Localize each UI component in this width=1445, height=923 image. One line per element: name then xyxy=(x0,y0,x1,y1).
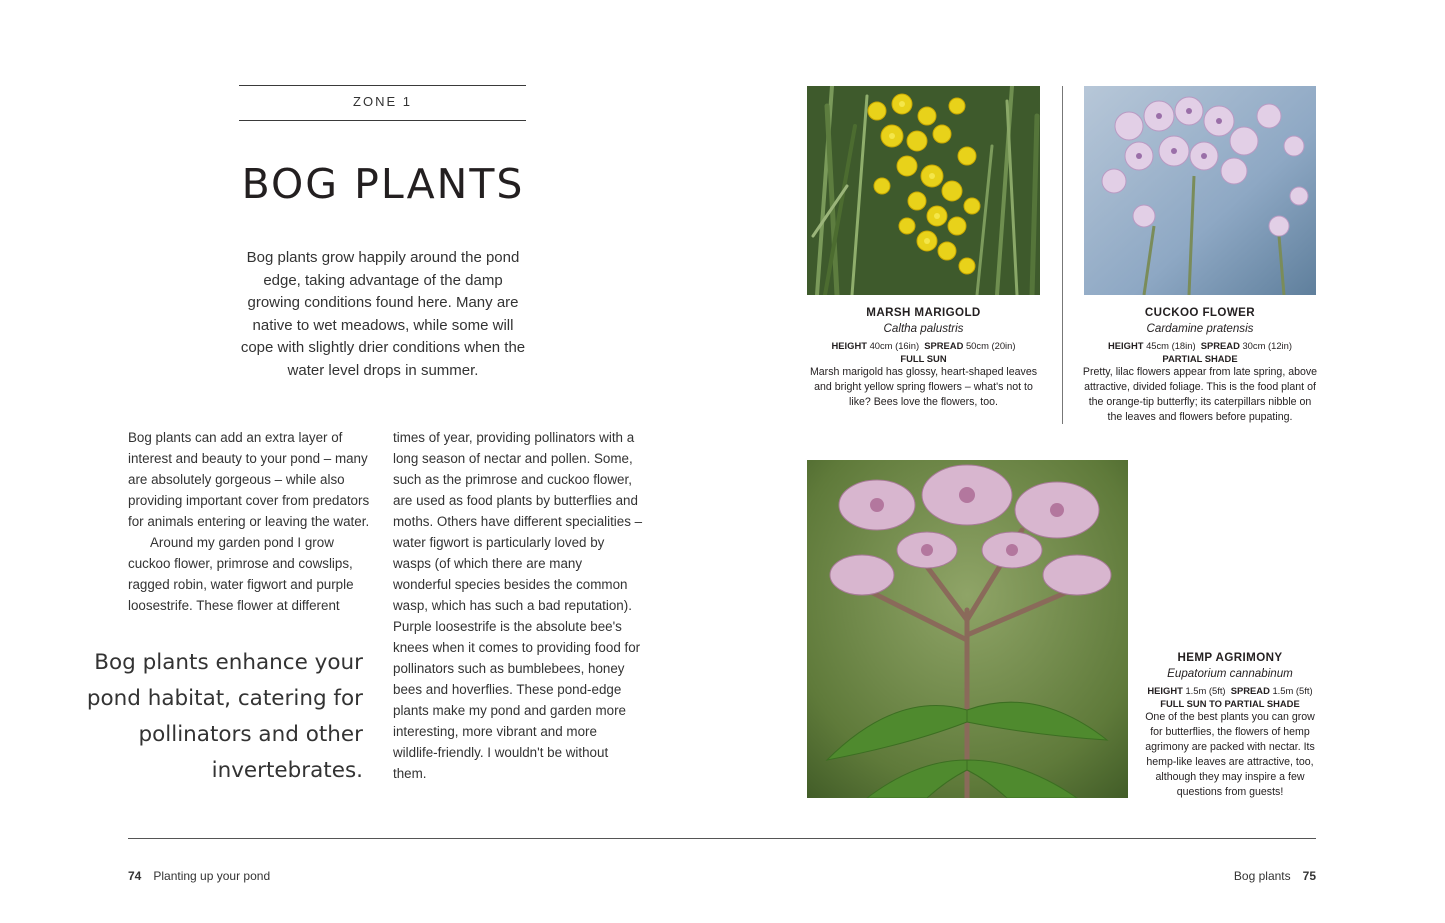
plant-name: HEMP AGRIMONY xyxy=(1177,651,1283,664)
plant-latin-name: Caltha palustris xyxy=(883,322,964,335)
plant-dimensions xyxy=(805,339,1042,352)
height-label: HEIGHT xyxy=(831,340,867,351)
plant-card-marsh-marigold xyxy=(805,305,1042,410)
plant-description: Pretty, lilac flowers appear from late spring, above attractive, divided foliage. This is the food plant of the orange-tip butterfly; its caterpillars nibble on the leaves and flowers before pupating. xyxy=(1082,366,1318,423)
spread-value: 1.5m (5ft) xyxy=(1272,685,1313,696)
height-label: HEIGHT xyxy=(1108,340,1144,351)
page-title: BOG PLANTS xyxy=(241,160,525,208)
spread-value: 30cm (12in) xyxy=(1242,340,1292,351)
footer-rule xyxy=(128,838,1316,839)
plant-dimensions xyxy=(1140,684,1320,697)
zone-bottom-rule xyxy=(239,120,526,121)
height-value: 1.5m (5ft) xyxy=(1185,685,1226,696)
plant-latin-name: Eupatorium cannabinum xyxy=(1167,667,1293,680)
plant-card-hemp-agrimony xyxy=(1140,650,1320,800)
plant-light: FULL SUN xyxy=(900,353,947,364)
intro-paragraph: Bog plants grow happily around the pond edge, taking advantage of the damp growing conditions found here. Many are native to wet meadows, while some will cope with slightly drier conditions when the water level drops in summer. xyxy=(240,249,526,379)
plant-description: Marsh marigold has glossy, heart-shaped leaves and bright yellow spring flowers – what's not to like? Bees love the flowers, too. xyxy=(809,366,1038,408)
height-value: 45cm (18in) xyxy=(1146,340,1196,351)
hemp-agrimony-photo xyxy=(807,460,1128,798)
body-paragraph-2: Around my garden pond I grow cuckoo flower, primrose and cowslips, ragged robin, water figwort and purple loosestrife. These flower at different xyxy=(128,535,354,613)
footer-left xyxy=(128,869,270,883)
body-column-right xyxy=(393,427,643,784)
zone-label: ZONE 1 xyxy=(353,94,412,109)
body-paragraph-1: Bog plants can add an extra layer of interest and beauty to your pond – many are absolutely gorgeous – while also providing important cover from predators for animals entering or leaving the water. xyxy=(128,430,370,529)
page-number-right: 75 xyxy=(1302,869,1316,883)
body-paragraph-3: times of year, providing pollinators with a long season of nectar and pollen. Some, such as the primrose and cuckoo flower, are used as food plants by butterflies and moths. Others have different specialities – water figwort is particularly loved by wasps (of which there are many wonderful species besides the common wasp, which has such a bad reputation). Purple loosestrife is the absolute bee's knees when it comes to providing food for pollinators such as bumblebees, honey bees and hoverflies. These pond-edge plants make my pond and garden more interesting, more vibrant and more wildlife-friendly. I wouldn't be without them. xyxy=(393,430,643,781)
spread-label: SPREAD xyxy=(1200,340,1240,351)
plant-description: One of the best plants you can grow for butterflies, the flowers of hemp agrimony are packed with nectar. Its hemp-like leaves are attractive, too, although they may inspire a few questions from guests! xyxy=(1145,711,1315,798)
plant-latin-name: Cardamine pratensis xyxy=(1146,322,1254,335)
plant-name: CUCKOO FLOWER xyxy=(1144,306,1256,319)
pull-quote: Bog plants enhance your pond habitat, catering for pollinators and other invertebrates. xyxy=(86,650,363,783)
page-number-left: 74 xyxy=(128,869,142,883)
cuckoo-flower-photo xyxy=(1084,86,1316,295)
height-value: 40cm (16in) xyxy=(869,340,920,351)
plant-card-cuckoo-flower xyxy=(1080,305,1320,425)
plant-name: MARSH MARIGOLD xyxy=(866,306,981,319)
plant-dimensions xyxy=(1080,339,1320,352)
plant-light: FULL SUN TO PARTIAL SHADE xyxy=(1160,698,1300,709)
spread-value: 50cm (20in) xyxy=(965,340,1016,351)
marsh-marigold-photo xyxy=(807,86,1040,295)
footer-right xyxy=(1234,869,1316,883)
section-title-left: Planting up your pond xyxy=(153,869,271,883)
section-title-right: Bog plants xyxy=(1233,869,1291,883)
plant-light: PARTIAL SHADE xyxy=(1162,353,1238,364)
body-column-left xyxy=(128,427,378,616)
spread-label: SPREAD xyxy=(924,340,964,351)
column-divider xyxy=(1062,86,1063,424)
zone-top-rule xyxy=(239,85,526,86)
spread-label: SPREAD xyxy=(1230,685,1270,696)
height-label: HEIGHT xyxy=(1147,685,1183,696)
